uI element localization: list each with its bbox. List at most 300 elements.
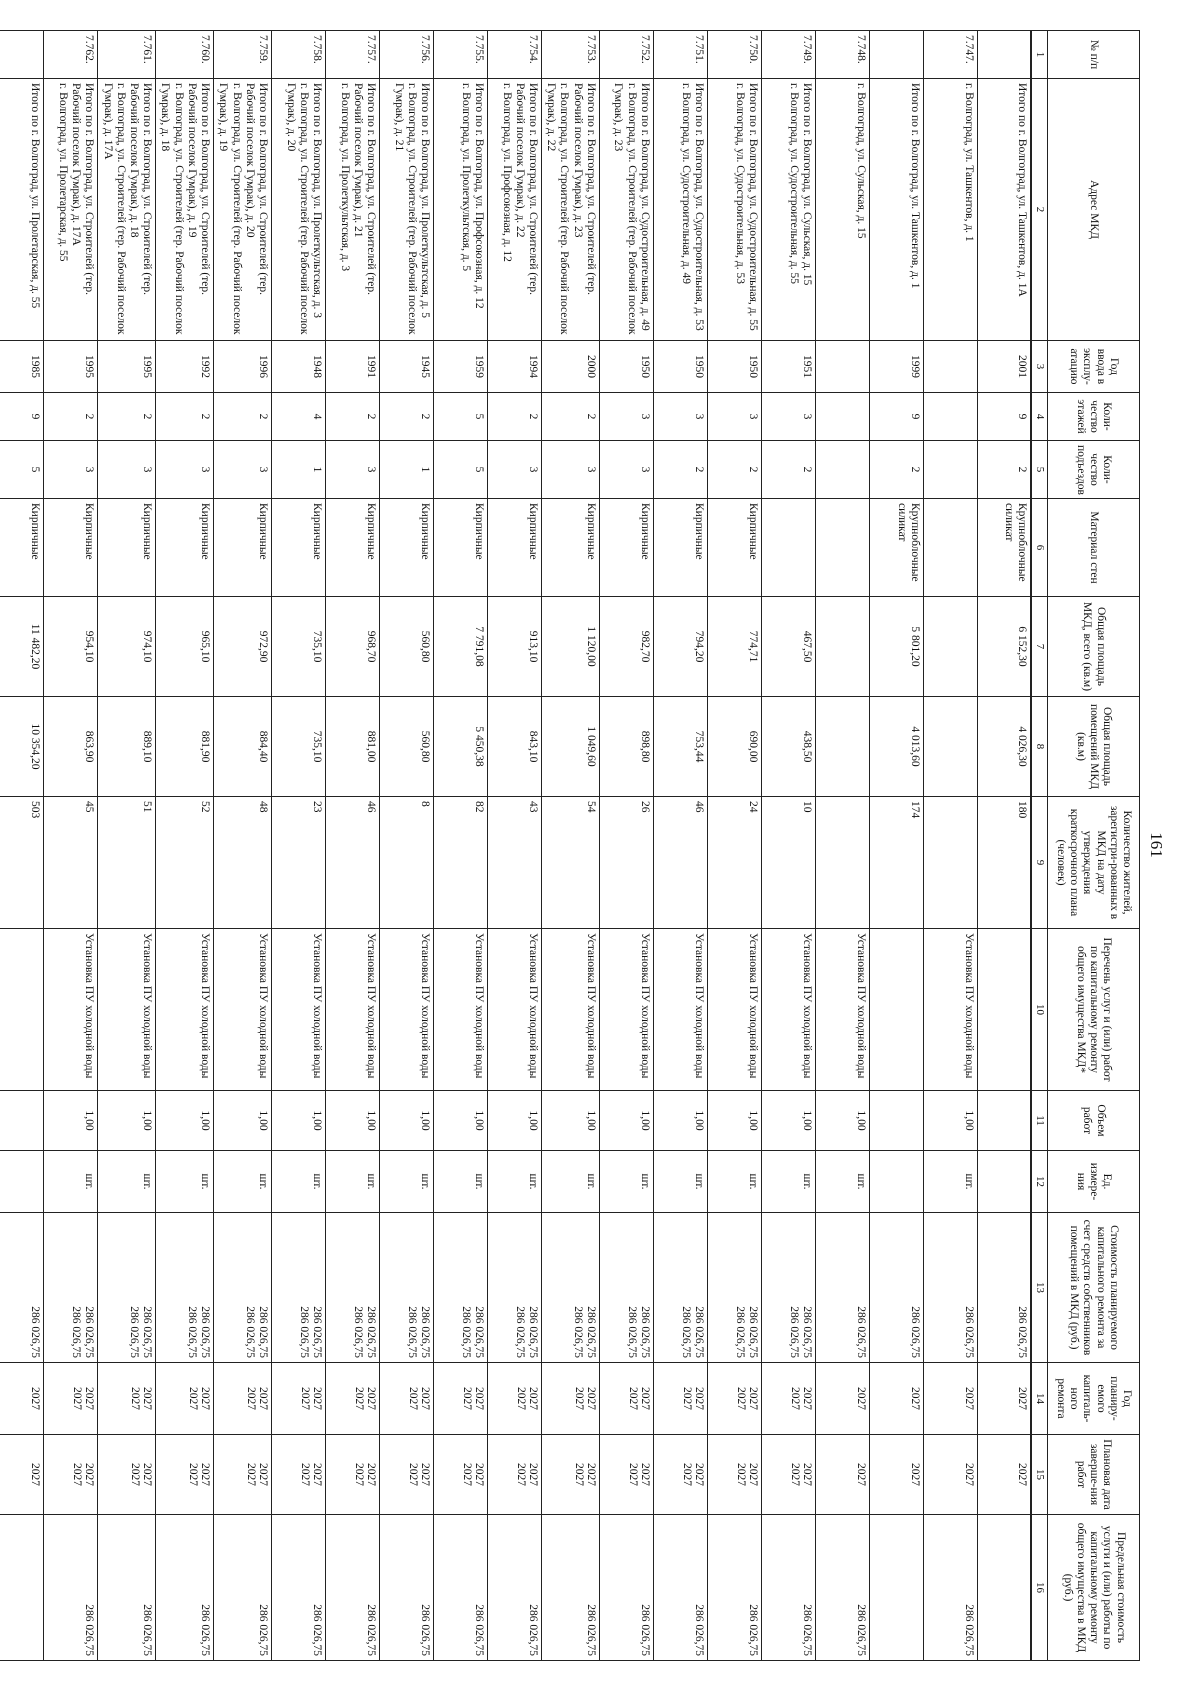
residents-cell <box>433 797 487 929</box>
residents-cell <box>707 797 761 929</box>
wall-material-cell-line: Кирпичные <box>418 503 431 560</box>
max-cost-cell <box>541 1515 599 1661</box>
work-type-cell <box>271 929 325 1091</box>
repair-year-cell <box>707 1363 761 1435</box>
max-cost-cell <box>815 1515 869 1661</box>
table-row <box>44 31 98 1661</box>
repair-year-cell-line: 2027 <box>83 1387 96 1410</box>
total-area-cell <box>541 597 599 697</box>
residents-cell <box>977 797 1031 929</box>
work-volume-cell-line: 1,00 <box>83 1110 96 1131</box>
repair-cost-cell-line: 286 026,75 <box>625 1306 638 1358</box>
wall-material-cell-line: Кирпичные <box>310 503 323 560</box>
work-type-cell <box>541 929 599 1091</box>
total-area-cell-line: 974,10 <box>141 630 154 663</box>
max-cost-cell <box>271 1515 325 1661</box>
completion-year-cell-line: 2027 <box>141 1463 154 1486</box>
table-row <box>0 31 44 1661</box>
address-cell <box>599 79 653 341</box>
unit-cell-line: шт. <box>638 1173 651 1190</box>
floors-cell-line: 3 <box>638 413 651 420</box>
repair-cost-cell-line: 286 026,75 <box>513 1306 526 1358</box>
residents-cell-line: 43 <box>526 801 539 813</box>
floors-cell-line: 2 <box>141 413 154 420</box>
floors-cell-line: 2 <box>83 413 96 420</box>
total-area-cell <box>977 597 1031 697</box>
premises-area-cell-line: 10 354,20 <box>29 723 42 770</box>
total-area-cell <box>271 597 325 697</box>
year-built-cell <box>44 341 98 393</box>
residents-cell-line: 26 <box>638 801 651 813</box>
floors-cell <box>815 393 869 441</box>
floors-cell-line: 2 <box>364 413 377 420</box>
year-built-cell <box>98 341 156 393</box>
entrances-cell-line: 5 <box>29 466 42 473</box>
row-number-line: 7.758. <box>310 35 323 64</box>
repair-year-cell <box>599 1363 653 1435</box>
premises-area-cell <box>325 697 379 797</box>
work-volume-cell <box>923 1091 977 1151</box>
repair-cost-cell-line: 286 026,75 <box>256 1306 269 1358</box>
residents-cell-line: 503 <box>29 801 42 819</box>
premises-area-cell-line: 884,40 <box>256 730 269 763</box>
year-built-cell <box>761 341 815 393</box>
unit-cell <box>869 1151 923 1213</box>
completion-year-cell <box>379 1435 433 1515</box>
row-number-line: 7.755. <box>472 35 485 64</box>
premises-area-cell <box>487 697 541 797</box>
entrances-cell-line: 2 <box>692 466 705 473</box>
repair-year-cell <box>433 1363 487 1435</box>
work-type-cell <box>433 929 487 1091</box>
column-header: Адрес МКД <box>1048 79 1140 341</box>
repair-year-cell-line: 2027 <box>854 1387 867 1410</box>
repair-cost-cell-line: 286 026,75 <box>854 1306 867 1358</box>
repair-year-cell-line: 2027 <box>298 1387 311 1410</box>
completion-year-cell <box>869 1435 923 1515</box>
document-page <box>29 30 1170 1660</box>
repair-cost-cell <box>44 1213 98 1363</box>
table-row <box>487 31 541 1661</box>
unit-cell-line: шт. <box>584 1173 597 1190</box>
residents-cell-line: 52 <box>199 801 212 813</box>
repair-year-cell-line: 2027 <box>788 1387 801 1410</box>
year-built-cell-line: 1985 <box>29 355 42 378</box>
floors-cell-line: 3 <box>692 413 705 420</box>
repair-cost-cell <box>0 1213 44 1363</box>
repair-year-cell-line: 2027 <box>187 1387 200 1410</box>
work-volume-cell <box>707 1091 761 1151</box>
work-type-cell <box>44 929 98 1091</box>
work-type-cell-line: Установка ПУ холодной воды <box>692 933 705 1079</box>
completion-year-cell <box>0 1435 44 1515</box>
repair-year-cell-line: 2027 <box>406 1387 419 1410</box>
wall-material-cell <box>541 499 599 597</box>
repair-cost-cell-line: 286 026,75 <box>199 1306 212 1358</box>
repair-cost-cell <box>707 1213 761 1363</box>
year-built-cell <box>599 341 653 393</box>
completion-year-cell <box>653 1435 707 1515</box>
unit-cell <box>156 1151 214 1213</box>
repair-cost-cell-line: 286 026,75 <box>746 1306 759 1358</box>
total-area-cell-line: 965,10 <box>199 630 212 663</box>
repair-cost-cell <box>541 1213 599 1363</box>
wall-material-cell-line: Кирпичные <box>526 503 539 560</box>
wall-material-cell-line: Кирпичные <box>746 503 759 560</box>
max-cost-cell <box>653 1515 707 1661</box>
entrances-cell <box>599 441 653 499</box>
total-area-cell-line: 774,71 <box>746 630 759 663</box>
work-volume-cell <box>599 1091 653 1151</box>
max-cost-cell-line: 286 026,75 <box>364 1604 377 1656</box>
completion-year-cell <box>214 1435 272 1515</box>
entrances-cell <box>214 441 272 499</box>
repair-year-cell <box>487 1363 541 1435</box>
max-cost-cell-line: 286 026,75 <box>472 1604 485 1656</box>
address-cell <box>977 79 1031 341</box>
unit-cell <box>44 1151 98 1213</box>
repair-cost-cell-line: 286 026,75 <box>418 1306 431 1358</box>
repair-year-cell-line: 2027 <box>514 1387 527 1410</box>
floors-cell <box>98 393 156 441</box>
work-type-cell-line: Установка ПУ холодной воды <box>199 933 212 1079</box>
repair-year-cell-line: 2027 <box>962 1387 975 1410</box>
repair-cost-cell-line: 286 026,75 <box>638 1306 651 1358</box>
premises-area-cell-line: 4 013,60 <box>908 726 921 767</box>
floors-cell-line: 3 <box>746 413 759 420</box>
column-number: 4 <box>1031 393 1047 441</box>
year-built-cell-line: 1991 <box>364 355 377 378</box>
residents-cell <box>599 797 653 929</box>
residents-cell-line: 51 <box>141 801 154 813</box>
repair-year-cell <box>653 1363 707 1435</box>
unit-cell <box>541 1151 599 1213</box>
max-cost-cell-line: 286 026,75 <box>141 1604 154 1656</box>
total-area-cell-line: 5 801,20 <box>908 626 921 667</box>
column-header: Коли-чество этажей <box>1048 393 1140 441</box>
wall-material-cell <box>707 499 761 597</box>
repair-year-cell-line: 2027 <box>71 1387 84 1410</box>
address-cell-line: Итого по г. Волгоград, ул. Пролетарская, д. 55 <box>29 83 42 309</box>
address-cell-line: Итого по г. Волгоград, ул. Судостроительная, д. 53 <box>692 83 705 331</box>
total-area-cell-line: 6 152,30 <box>1016 626 1029 667</box>
completion-year-cell-line: 2027 <box>83 1463 96 1486</box>
repair-year-cell <box>761 1363 815 1435</box>
entrances-cell-line: 3 <box>83 466 96 473</box>
total-area-cell <box>487 597 541 697</box>
repair-year-cell <box>869 1363 923 1435</box>
premises-area-cell-line: 5 450,38 <box>472 726 485 767</box>
address-cell-line: г. Волгоград, ул. Строителей (тер. Рабочий поселок Гумрак), д. 19 <box>217 83 243 335</box>
row-number <box>869 31 923 79</box>
work-volume-cell-line: 1,00 <box>310 1110 323 1131</box>
repair-cost-cell <box>599 1213 653 1363</box>
address-cell <box>214 79 272 341</box>
year-built-cell <box>869 341 923 393</box>
residents-cell <box>869 797 923 929</box>
residents-cell <box>653 797 707 929</box>
column-header: Год планиру-емого капиталь-ного ремонта <box>1048 1363 1140 1435</box>
work-volume-cell-line: 1,00 <box>526 1110 539 1131</box>
completion-year-cell <box>707 1435 761 1515</box>
work-type-cell <box>923 929 977 1091</box>
entrances-cell-line: 3 <box>141 466 154 473</box>
year-built-cell-line: 1995 <box>141 355 154 378</box>
work-type-cell-line: Установка ПУ холодной воды <box>638 933 651 1079</box>
repair-year-cell-line: 2027 <box>626 1387 639 1410</box>
work-volume-cell <box>44 1091 98 1151</box>
year-built-cell <box>653 341 707 393</box>
repair-year-cell <box>325 1363 379 1435</box>
work-volume-cell-line: 1,00 <box>418 1110 431 1131</box>
floors-cell-line: 5 <box>472 413 485 420</box>
completion-year-cell-line: 2027 <box>310 1463 323 1486</box>
entrances-cell-line: 3 <box>584 466 597 473</box>
total-area-cell-line: 794,20 <box>692 630 705 663</box>
work-type-cell-line: Установка ПУ холодной воды <box>418 933 431 1079</box>
total-area-cell <box>707 597 761 697</box>
row-number <box>977 31 1031 79</box>
repair-cost-cell-line: 286 026,75 <box>364 1306 377 1358</box>
unit-cell-line: шт. <box>83 1173 96 1190</box>
floors-cell <box>325 393 379 441</box>
address-cell-line: г. Волгоград, ул. Строителей (тер. Рабочий поселок Гумрак), д. 21 <box>392 83 418 335</box>
entrances-cell-line: 3 <box>526 466 539 473</box>
wall-material-cell <box>98 499 156 597</box>
table-row <box>271 31 325 1661</box>
floors-cell-line: 2 <box>199 413 212 420</box>
total-area-cell-line: 735,10 <box>310 630 323 663</box>
completion-year-cell-line: 2027 <box>406 1463 419 1486</box>
max-cost-cell <box>214 1515 272 1661</box>
address-cell <box>98 79 156 341</box>
completion-year-cell-line: 2027 <box>1016 1463 1029 1486</box>
address-cell-line: г. Волгоград, ул. Строителей (тер. Рабочий поселок Гумрак), д. 18 <box>159 83 185 335</box>
work-volume-cell <box>541 1091 599 1151</box>
wall-material-cell <box>156 499 214 597</box>
work-volume-cell <box>433 1091 487 1151</box>
max-cost-cell <box>487 1515 541 1661</box>
completion-year-cell <box>977 1435 1031 1515</box>
address-cell-line: г. Волгоград, ул. Ташкентов, д. 1 <box>962 83 975 242</box>
entrances-cell-line: 2 <box>908 466 921 473</box>
entrances-cell-line: 5 <box>472 466 485 473</box>
premises-area-cell <box>433 697 487 797</box>
table-row <box>869 31 923 1661</box>
address-cell-line: г. Волгоград, ул. Строителей (тер. Рабочий поселок Гумрак), д. 17А <box>101 83 127 335</box>
table-row <box>707 31 761 1661</box>
entrances-cell <box>487 441 541 499</box>
repair-cost-cell-line: 286 026,75 <box>70 1306 83 1358</box>
work-type-cell <box>977 929 1031 1091</box>
total-area-cell <box>869 597 923 697</box>
repair-year-cell-line: 2027 <box>244 1387 257 1410</box>
wall-material-cell <box>379 499 433 597</box>
residents-cell-line: 8 <box>418 801 431 807</box>
address-cell-line: г. Волгоград, ул. Профсоюзная, д. 12 <box>500 83 513 262</box>
floors-cell-line: 4 <box>310 413 323 420</box>
year-built-cell-line: 2000 <box>584 355 597 378</box>
work-volume-cell-line: 1,00 <box>141 1110 154 1131</box>
address-cell-line: Итого по г. Волгоград, ул. Строителей (тер. Рабочий поселок Гумрак), д. 21 <box>351 83 377 295</box>
wall-material-cell <box>761 499 815 597</box>
repair-cost-cell <box>156 1213 214 1363</box>
completion-year-cell <box>325 1435 379 1515</box>
max-cost-cell <box>923 1515 977 1661</box>
floors-cell-line: 2 <box>526 413 539 420</box>
work-volume-cell-line: 1,00 <box>364 1110 377 1131</box>
work-volume-cell <box>761 1091 815 1151</box>
column-header: Стоимость планируемого капитального ремонта за счет средств собственников помещений в МКД (руб.) <box>1048 1213 1140 1363</box>
row-number-line: 7.753. <box>584 35 597 64</box>
year-built-cell <box>815 341 869 393</box>
unit-cell-line: шт. <box>526 1173 539 1190</box>
year-built-cell <box>977 341 1031 393</box>
work-volume-cell <box>869 1091 923 1151</box>
premises-area-cell <box>271 697 325 797</box>
max-cost-cell-line: 286 026,75 <box>746 1604 759 1656</box>
row-number-line: 7.751. <box>692 35 705 64</box>
entrances-cell <box>44 441 98 499</box>
total-area-cell <box>761 597 815 697</box>
completion-year-cell-line: 2027 <box>680 1463 693 1486</box>
work-volume-cell-line: 1,00 <box>692 1110 705 1131</box>
unit-cell <box>487 1151 541 1213</box>
work-type-cell-line: Установка ПУ холодной воды <box>256 933 269 1079</box>
floors-cell <box>156 393 214 441</box>
residents-cell <box>156 797 214 929</box>
completion-year-cell-line: 2027 <box>187 1463 200 1486</box>
wall-material-cell <box>271 499 325 597</box>
premises-area-cell <box>599 697 653 797</box>
max-cost-cell-line: 286 026,75 <box>418 1604 431 1656</box>
wall-material-cell-line: Кирпичные <box>141 503 154 560</box>
address-cell-line: Итого по г. Волгоград, ул. Пролеткультская, д. 3 <box>310 83 323 318</box>
address-cell-line: г. Волгоград, ул. Пролетарская, д. 55 <box>56 83 69 262</box>
column-header: Плановая дата заверше-ния работ <box>1048 1435 1140 1515</box>
completion-year-cell <box>541 1435 599 1515</box>
residents-cell <box>923 797 977 929</box>
premises-area-cell-line: 881,00 <box>364 730 377 763</box>
repair-year-cell <box>98 1363 156 1435</box>
year-built-cell-line: 1951 <box>800 355 813 378</box>
work-volume-cell-line: 1,00 <box>854 1110 867 1131</box>
repair-cost-cell-line: 286 026,75 <box>459 1306 472 1358</box>
repair-cost-cell-line: 286 026,75 <box>733 1306 746 1358</box>
unit-cell-line: шт. <box>854 1173 867 1190</box>
table-row <box>761 31 815 1661</box>
repair-year-cell <box>271 1363 325 1435</box>
year-built-cell-line: 1999 <box>908 355 921 378</box>
repair-cost-cell-line: 286 026,75 <box>692 1306 705 1358</box>
address-cell-line: Итого по г. Волгоград, ул. Сульская, д. 15 <box>800 83 813 286</box>
completion-year-cell-line: 2027 <box>364 1463 377 1486</box>
repair-year-cell-line: 2027 <box>141 1387 154 1410</box>
premises-area-cell <box>98 697 156 797</box>
address-cell-line: г. Волгоград, ул. Пролеткультская, д. 3 <box>338 83 351 272</box>
premises-area-cell-line: 438,50 <box>800 730 813 763</box>
premises-area-cell-line: 735,10 <box>310 730 323 763</box>
table-row <box>156 31 214 1661</box>
repair-year-cell-line: 2027 <box>199 1387 212 1410</box>
premises-area-cell <box>815 697 869 797</box>
work-type-cell-line: Установка ПУ холодной воды <box>526 933 539 1079</box>
repair-cost-cell <box>379 1213 433 1363</box>
floors-cell <box>487 393 541 441</box>
row-number <box>541 31 599 79</box>
completion-year-cell-line: 2027 <box>908 1463 921 1486</box>
completion-year-cell-line: 2027 <box>418 1463 431 1486</box>
address-cell <box>433 79 487 341</box>
work-volume-cell <box>156 1091 214 1151</box>
premises-area-cell <box>214 697 272 797</box>
address-cell-line: г. Волгоград, ул. Пролеткультская, д. 5 <box>459 83 472 272</box>
residents-cell-line: 10 <box>800 801 813 813</box>
work-type-cell-line: Установка ПУ холодной воды <box>584 933 597 1079</box>
floors-cell <box>761 393 815 441</box>
total-area-cell <box>98 597 156 697</box>
max-cost-cell-line: 286 026,75 <box>692 1604 705 1656</box>
premises-area-cell-line: 1 049,60 <box>584 726 597 767</box>
address-cell-line: г. Волгоград, ул. Судостроительная, д. 53 <box>733 83 746 284</box>
repair-year-cell <box>815 1363 869 1435</box>
total-area-cell <box>44 597 98 697</box>
work-type-cell-line: Установка ПУ холодной воды <box>310 933 323 1079</box>
floors-cell-line: 9 <box>908 413 921 420</box>
premises-area-cell-line: 898,80 <box>638 730 651 763</box>
work-type-cell-line: Установка ПУ холодной воды <box>364 933 377 1079</box>
residents-cell <box>379 797 433 929</box>
column-number: 11 <box>1031 1091 1047 1151</box>
max-cost-cell-line: 286 026,75 <box>83 1604 96 1656</box>
repair-cost-cell-line: 286 026,75 <box>679 1306 692 1358</box>
premises-area-cell <box>44 697 98 797</box>
repair-cost-cell <box>869 1213 923 1363</box>
total-area-cell-line: 7 791,08 <box>472 626 485 667</box>
max-cost-cell-line: 286 026,75 <box>638 1604 651 1656</box>
wall-material-cell <box>433 499 487 597</box>
work-volume-cell-line: 1,00 <box>472 1110 485 1131</box>
entrances-cell <box>271 441 325 499</box>
year-built-cell <box>214 341 272 393</box>
completion-year-cell <box>761 1435 815 1515</box>
floors-cell <box>271 393 325 441</box>
unit-cell <box>923 1151 977 1213</box>
total-area-cell <box>433 597 487 697</box>
max-cost-cell <box>0 1515 44 1661</box>
capital-repair-table <box>0 30 1140 1661</box>
address-cell-line: Итого по г. Волгоград, ул. Ташкентов, д. 1 <box>908 83 921 289</box>
wall-material-cell <box>325 499 379 597</box>
completion-year-cell <box>815 1435 869 1515</box>
premises-area-cell <box>653 697 707 797</box>
floors-cell <box>599 393 653 441</box>
address-cell-line: Итого по г. Волгоград, ул. Строителей (тер. Рабочий поселок Гумрак), д. 18 <box>128 83 154 295</box>
page-number: 161 <box>1147 832 1166 858</box>
entrances-cell-line: 1 <box>418 466 431 473</box>
address-cell-line: Итого по г. Волгоград, ул. Судостроительная, д. 55 <box>746 83 759 331</box>
max-cost-cell-line: 286 026,75 <box>584 1604 597 1656</box>
wall-material-cell-line: Кирпичные <box>364 503 377 560</box>
premises-area-cell-line: 4 026,30 <box>1016 726 1029 767</box>
table-row <box>653 31 707 1661</box>
column-header: Ед. измере-ния <box>1048 1151 1140 1213</box>
repair-year-cell-line: 2027 <box>638 1387 651 1410</box>
completion-year-cell-line: 2027 <box>800 1463 813 1486</box>
year-built-cell-line: 1950 <box>638 355 651 378</box>
repair-cost-cell-line: 286 026,75 <box>185 1306 198 1358</box>
row-number <box>707 31 761 79</box>
